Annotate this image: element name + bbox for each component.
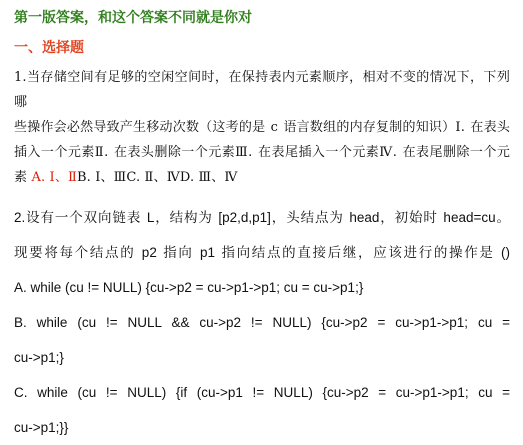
- answer-option-a: A. Ⅰ、Ⅱ: [27, 170, 77, 185]
- question-2-line-1: 2.设有一个双向链表 L，结构为 [p2,d,p1]，头结点为 head，初始时 head=cu。: [14, 210, 510, 225]
- question-1-line-4: [14, 165, 510, 190]
- version-header: 第一版答案，和这个答案不同就是你对: [14, 10, 252, 26]
- question-1-line-4-prefix: 素: [14, 170, 28, 185]
- question-2-option-a: A. while (cu != NULL) {cu->p2 = cu->p1->p1; cu = cu->p1;}: [14, 280, 364, 295]
- question-1: [14, 65, 510, 190]
- question-1-other-options: B. Ⅰ、ⅢC. Ⅱ、ⅣD. Ⅲ、Ⅳ: [76, 170, 238, 185]
- question-1-line-3: 插入一个元素Ⅱ. 在表头删除一个元素Ⅲ. 在表尾插入一个元素Ⅳ. 在表尾删除一个元: [14, 145, 510, 160]
- question-2-option-c-line-1: C. while (cu != NULL) {if (cu->p1 != NULL) {cu->p2 = cu->p1->p1; cu =: [14, 385, 510, 400]
- section-title-multiple-choice: 一、选择题: [14, 40, 84, 56]
- question-2-line-2: 现要将每个结点的 p2 指向 p1 指向结点的直接后继，应该进行的操作是 (): [14, 245, 510, 260]
- question-2-option-c-line-2: cu->p1;}}: [14, 420, 69, 435]
- question-2-option-b-line-2: cu->p1;}: [14, 350, 64, 365]
- question-1-line-2: 些操作会必然导致产生移动次数（这考的是 c 语言数组的内存复制的知识）Ⅰ. 在表头: [14, 120, 510, 135]
- question-1-line-1: 1.当存储空间有足够的空闲空间时，在保持表内元素顺序，相对不变的情况下，下列哪: [14, 70, 510, 110]
- question-2: [14, 200, 510, 445]
- question-2-option-b-line-1: B. while (cu != NULL && cu->p2 != NULL) {cu->p2 = cu->p1->p1; cu =: [14, 315, 510, 330]
